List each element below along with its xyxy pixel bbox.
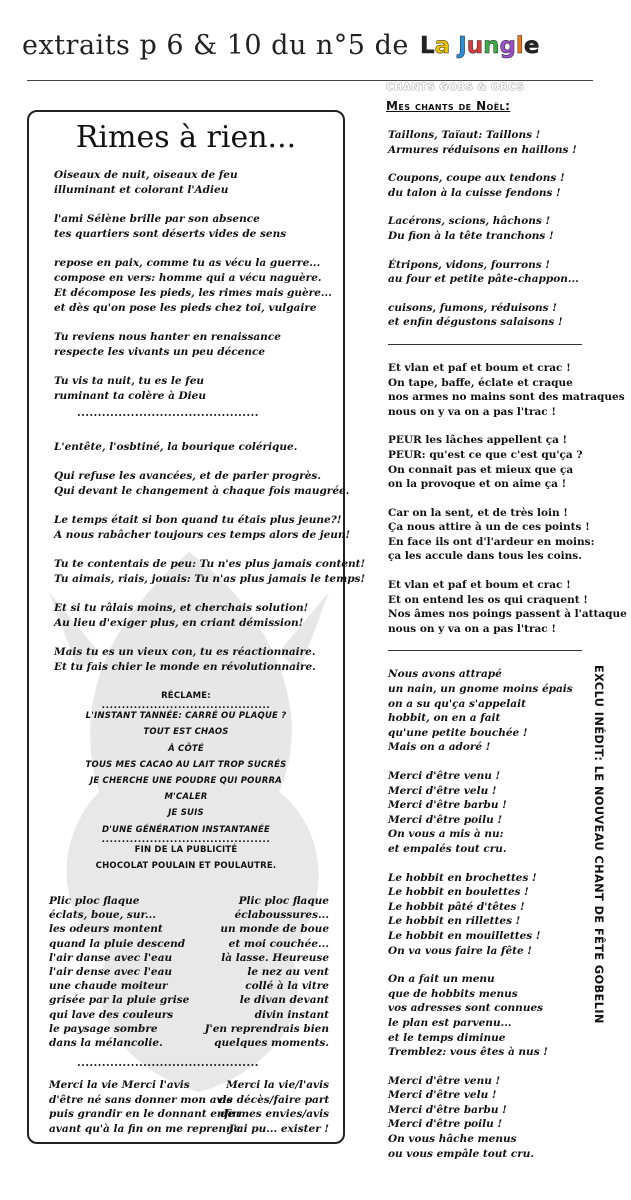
chant-2: [388, 361, 627, 637]
chants-gobs-label: CHANTS GOBS & ORCS: [386, 82, 525, 93]
rimes-stanza: [54, 168, 344, 198]
rimes-stanza: [54, 513, 351, 543]
verse-line: divin instant: [254, 1008, 329, 1021]
verse-line: Tu aimais, riais, jouais: Tu n'as plus jamais le temps!: [54, 573, 366, 585]
verse-line: l'ami Sélène brille par son absence: [54, 213, 260, 225]
verse-line: Étripons, vidons, fourrons !: [388, 258, 550, 271]
logo-letter: L: [419, 32, 435, 59]
poem-rimes-part2: [54, 440, 366, 689]
verse-line: du talon à la cuisse fendons !: [388, 186, 561, 199]
verse-line: que de hobbits menus: [388, 987, 518, 1000]
verse-line: et enfin dégustons salaisons !: [388, 316, 563, 329]
verse-line: l'air dense avec l'eau: [49, 966, 173, 979]
verse-line: là lasse. Heureuse: [221, 951, 329, 964]
verse-line: nous on y va on a pas l'trac !: [388, 405, 556, 418]
verse-line: Le hobbit en mouillettes !: [388, 929, 541, 942]
verse-line: et dès qu'on pose les pieds chez toi, vulgaire: [54, 302, 317, 314]
verse-line: illuminant et colorant l'Adieu: [54, 184, 229, 196]
chant3-stanza: [388, 1074, 603, 1162]
verse-line: Merci la vie/l'avis: [226, 1079, 329, 1091]
verse-line: collé à la vitre: [245, 980, 329, 993]
verse-line: éclats, boue, sur...: [49, 909, 156, 922]
verse-line: Merci d'être venu !: [388, 770, 501, 782]
ad-lines: [49, 708, 323, 838]
logo-letter: [450, 33, 458, 59]
verse-line: et le temps diminue: [388, 1031, 506, 1044]
chant-divider: [388, 344, 582, 345]
ad-end-lines: [49, 842, 323, 874]
logo-letter: a: [434, 32, 451, 59]
logo-letter: n: [483, 32, 500, 59]
verse-line: Merci d'être poilu !: [388, 813, 503, 826]
verse-line: qu'une petite bouchée !: [388, 726, 528, 739]
verse-line: le nez au vent: [247, 966, 329, 979]
verse-line: Merci d'être venu !: [388, 1074, 501, 1087]
verse-line: nous on y va on a pas l'trac !: [388, 622, 556, 635]
plic-right-column: [179, 894, 329, 1050]
verse-line: Armures réduisons en haillons !: [388, 143, 577, 156]
verse-line: Ça nous attire à un de ces points !: [388, 521, 590, 534]
ad-dots-top: ..........................................: [101, 701, 271, 712]
la-jungle-logo: [420, 33, 539, 59]
verse-line: Le hobbit en boulettes !: [388, 886, 529, 899]
verse-line: Plic ploc flaque: [238, 895, 329, 907]
verse-line: À CÔTÉ: [168, 743, 204, 754]
verse-line: compose en vers: homme qui a vécu naguère.: [54, 272, 322, 284]
verse-line: PEUR les lâches appellent ça !: [388, 434, 568, 447]
verse-line: Lacérons, scions, hâchons !: [388, 215, 551, 228]
verse-line: on la provoque et on aime ça !: [388, 478, 567, 491]
verse-line: Tu reviens nous hanter en renaissance: [54, 331, 281, 343]
verse-line: tes quartiers sont déserts vides de sens: [54, 228, 287, 240]
verse-line: Oiseaux de nuit, oiseaux de feu: [54, 169, 238, 181]
chant1-stanza: [388, 171, 603, 200]
rimes-stanza: [54, 601, 344, 631]
chant3-stanza: [388, 972, 603, 1060]
verse-line: quelques moments.: [214, 1037, 329, 1050]
rimes-frame: [27, 110, 366, 1144]
verse-line: On tape, baffe, éclate et craque: [388, 376, 573, 389]
verse-line: Tremblez: vous êtes à nus !: [388, 1046, 548, 1059]
verse-line: dans la mélancolie.: [49, 1037, 163, 1050]
exclu-vertical-banner: [589, 665, 605, 1150]
verse-line: Du fion à la tête tranchons !: [388, 229, 554, 242]
rimes-stanza: [54, 212, 344, 242]
verse-line: En face ils ont d'l'ardeur en moins:: [388, 535, 595, 548]
verse-line: Le hobbit en brochettes !: [388, 871, 537, 884]
chant1-stanza: [388, 301, 603, 330]
verse-line: Merci d'être poilu !: [388, 1118, 503, 1131]
verse-line: Nous avons attrapé: [388, 668, 502, 681]
chant2-stanza: [388, 506, 603, 564]
chant3-stanza: [388, 871, 603, 959]
verse-line: le plan est parvenu...: [388, 1016, 512, 1029]
verse-line: Le temps était si bon quand tu étais plus jeune?!: [54, 514, 342, 526]
verse-line: le paysage sombre: [49, 1022, 158, 1035]
chant1-stanza: [388, 214, 603, 243]
rimes-title: Rimes à rien...: [75, 120, 297, 155]
verse-line: Et vlan et paf et boum et crac !: [388, 579, 571, 592]
verse-line: JE SUIS: [168, 808, 204, 819]
verse-line: cuisons, fumons, réduisons !: [388, 301, 557, 314]
chants-noel-title: Mes chants de Noël:: [386, 99, 511, 113]
verse-line: J'en reprendrais bien: [204, 1022, 329, 1035]
rimes-stanza: [54, 256, 344, 316]
verse-line: Et vlan et paf et boum et crac !: [388, 361, 571, 374]
verse-line: hobbit, on en a fait: [388, 712, 501, 725]
logo-letter: J: [458, 32, 467, 59]
verse-line: FIN DE LA PUBLICITÉ: [134, 844, 238, 855]
ad-label: RÉCLAME:: [161, 691, 211, 701]
plic-left-column: [49, 894, 199, 1050]
verse-line: Et on entend les os qui craquent !: [388, 593, 588, 606]
verse-line: repose en paix, comme tu as vécu la guerre...: [54, 257, 321, 269]
chant1-stanza: [388, 258, 603, 287]
verse-line: de mes envies/avis: [220, 1108, 329, 1120]
logo-letter: g: [499, 32, 516, 59]
verse-line: un nain, un gnome moins épais: [388, 683, 573, 696]
exclu-text: EXCLU INÉDIT: LE NOUVEAU CHANT DE FÊTE GOBELIN: [592, 665, 605, 1024]
verse-line: Coupons, coupe aux tendons !: [388, 172, 565, 185]
verse-line: éclaboussures...: [234, 909, 329, 922]
chant-3: [388, 667, 603, 1161]
verse-line: Merci la vie Merci l'avis: [49, 1079, 190, 1091]
verse-line: Merci d'être barbu !: [388, 1103, 507, 1116]
verse-line: L'INSTANT TANNÉE: CARRÉ OU PLAQUE ?: [85, 711, 287, 722]
poem-rimes-part1: [54, 168, 344, 418]
verse-line: Le hobbit en rillettes !: [388, 915, 521, 928]
verse-line: L'entête, l'osbtiné, la bourique colérique.: [54, 441, 298, 453]
verse-line: ou vous empâle tout cru.: [388, 1147, 535, 1160]
header-divider: [27, 80, 593, 81]
verse-line: Tu te contentais de peu: Tu n'es plus jamais content!: [54, 558, 366, 570]
verse-line: On vous a mis à nu:: [388, 828, 504, 841]
logo-letter: u: [466, 32, 484, 59]
chant3-stanza: [388, 667, 603, 755]
verse-line: Mais on a adoré !: [388, 741, 491, 754]
reclame-advert: [49, 688, 323, 874]
verse-line: Nos âmes nos poings passent à l'attaque: [388, 608, 627, 621]
verse-line: le divan devant: [239, 994, 329, 1007]
verse-line: un monde de boue: [220, 923, 329, 936]
verse-line: Qui refuse les avancées, et de parler progrès.: [54, 470, 321, 482]
rimes-stanza: [54, 330, 344, 360]
verse-line: Qui devant le changement à chaque fois maugrée.: [54, 485, 350, 497]
verse-line: Et si tu râlais moins, et cherchais solution!: [54, 602, 309, 614]
verse-line: Le hobbit pâté d'têtes !: [388, 900, 525, 913]
header: [22, 30, 602, 72]
rimes-stanza: [54, 440, 344, 455]
verse-line: grisée par la pluie grise: [49, 994, 190, 1007]
verse-line: ça les accule dans tous les coins.: [388, 550, 582, 563]
verse-line: ruminant ta colère à Dieu: [54, 390, 206, 402]
rimes-stanza: [54, 645, 344, 675]
rimes-stanza: [54, 557, 366, 587]
verse-line: de décès/faire part: [219, 1093, 330, 1106]
verse-line: qui lave des couleurs: [49, 1008, 174, 1021]
verse-line: M'CALER: [164, 792, 208, 803]
verse-line: vos adresses sont connues: [388, 1002, 544, 1015]
chant3-stanza: [388, 769, 603, 857]
verse-line: TOUT EST CHAOS: [143, 727, 229, 738]
ad-dots-bottom: ..........................................: [101, 834, 271, 845]
verse-line: Plic ploc flaque: [49, 895, 140, 907]
dotted-separator-2: ............................................: [77, 1056, 259, 1069]
verse-line: JE CHERCHE UNE POUDRE QUI POURRA: [90, 776, 282, 787]
verse-line: Taillons, Taïaut: Taillons !: [388, 129, 541, 141]
verse-line: Au lieu d'exiger plus, en criant démission!: [54, 617, 304, 629]
chant2-stanza: [388, 578, 627, 636]
merci-right-column: [219, 1078, 329, 1136]
verse-line: au four et petite pâte-chappon...: [388, 273, 579, 286]
logo-letter: e: [523, 32, 540, 59]
rimes-stanza: [54, 374, 344, 404]
verse-line: Et décompose les pieds, les rimes mais guère...: [54, 287, 332, 299]
chant2-stanza: [388, 361, 625, 419]
verse-line: D'UNE GÉNÉRATION INSTANTANÉE: [102, 824, 270, 835]
verse-line: l'air danse avec l'eau: [49, 951, 173, 964]
verse-line: Et tu fais chier le monde en révolutionnaire.: [54, 661, 316, 673]
verse-line: une chaude moiteur: [49, 980, 168, 993]
verse-line: Merci d'être velu !: [388, 1089, 497, 1102]
verse-line: Tu vis ta nuit, tu es le feu: [54, 375, 205, 387]
verse-line: nos armes no mains sont des matraques: [388, 391, 625, 404]
verse-line: J'ai pu... exister !: [228, 1122, 329, 1135]
verse-line: et moi couchée...: [228, 937, 329, 950]
verse-line: d'être né sans donner mon avis: [49, 1093, 233, 1106]
verse-line: les odeurs montent: [49, 923, 163, 936]
verse-line: On va vous faire la fête !: [388, 944, 532, 957]
verse-line: TOUS MES CACAO AU LAIT TROP SUCRÉS: [85, 759, 287, 770]
chants-column: [388, 128, 627, 1175]
verse-line: PEUR: qu'est ce que c'est qu'ça ?: [388, 448, 583, 461]
chant1-stanza: [388, 128, 603, 157]
merci-left-column: [49, 1078, 241, 1136]
chant2-stanza: [388, 433, 603, 491]
verse-line: Merci d'être velu !: [388, 784, 497, 797]
verse-line: Merci d'être barbu !: [388, 799, 507, 812]
verse-line: On a fait un menu: [388, 973, 495, 986]
logo-letter: l: [515, 32, 524, 59]
verse-line: On vous hâche menus: [388, 1133, 517, 1146]
verse-line: puis grandir en le donnant enfin: [49, 1108, 240, 1120]
verse-line: On connait pas et mieux que ça: [388, 463, 574, 476]
verse-line: quand la pluie descend: [49, 937, 186, 950]
verse-line: CHOCOLAT POULAIN ET POULAUTRE.: [95, 861, 277, 872]
verse-line: on a su qu'ça s'appelait: [388, 697, 526, 710]
verse-line: avant qu'à la fin on me reprenne: [49, 1122, 241, 1135]
verse-line: A nous rabâcher toujours ces temps alors de jeun!: [54, 529, 351, 541]
chant-1: [388, 128, 603, 330]
rimes-stanza: [54, 469, 350, 499]
verse-line: Mais tu es un vieux con, tu es réactionnaire.: [54, 646, 316, 658]
verse-line: et empalés tout cru.: [388, 842, 507, 855]
verse-line: Car on la sent, et de très loin !: [388, 506, 568, 519]
verse-line: respecte les vivants un peu décence: [54, 346, 266, 358]
header-title: extraits p 6 & 10 du n°5 de: [22, 30, 409, 61]
dotted-separator: ............................................: [77, 406, 259, 419]
chant-divider: [388, 650, 582, 651]
